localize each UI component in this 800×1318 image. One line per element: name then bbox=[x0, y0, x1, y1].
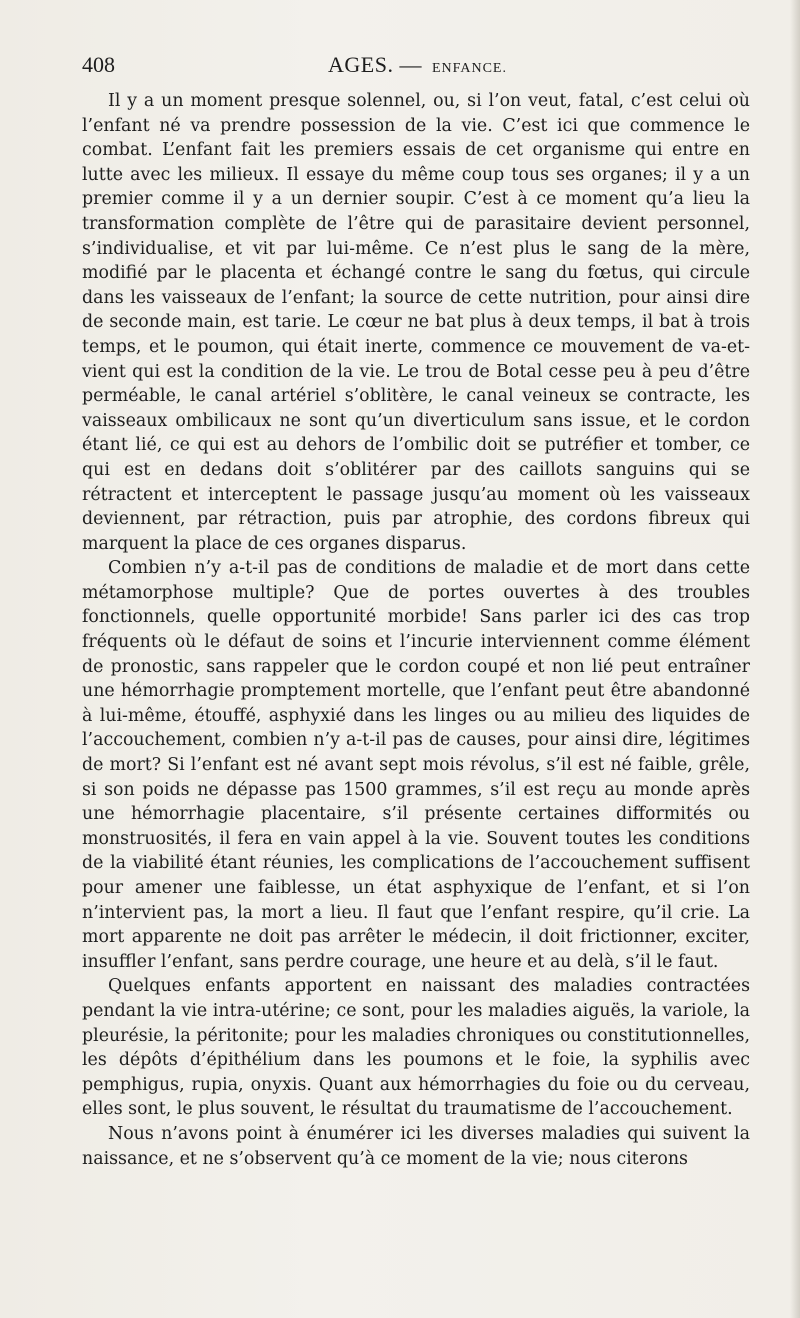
page-number: 408 bbox=[82, 52, 115, 77]
running-head-separator: — bbox=[399, 52, 422, 77]
paragraph-1: Il y a un moment presque solennel, ou, si l’on veut, fatal, c’est celui où l’enfant né va prendre possession de la vie. C’est ici que commence le combat. L’enfant fait les premiers essais de cet organisme qui entre en lutte avec les milieux. Il essaye du même coup tous ses organes; il y a un premier comme il y a un dernier soupir. C’est à ce moment qu’a lieu la transformation complète de l’être qui de parasitaire devient personnel, s’individualise, et vit par lui-même. Ce n’est plus le sang de la mère, modifié par le placenta et échangé contre le sang du fœtus, qui circule dans les vaisseaux de l’enfant; la source de cette nutrition, pour ainsi dire de seconde main, est tarie. Le cœur ne bat plus à deux temps, il bat à trois temps, et le poumon, qui était inerte, commence ce mouvement de va-et-vient qui est la condition de la vie. Le trou de Botal cesse peu à peu d’être perméable, le canal artériel s’oblitère, le canal veineux se contracte, les vaisseaux ombilicaux ne sont qu’un diverticulum sans issue, et le cordon étant lié, ce qui est au dehors de l’ombilic doit se putréfier et tomber, ce qui est en dedans doit s’oblitérer par des caillots sanguins qui se rétractent et interceptent le passage jusqu’au moment où les vaisseaux deviennent, par rétraction, puis par atrophie, des cordons fibreux qui marquent la place de ces organes disparus. bbox=[82, 91, 750, 554]
paragraph-2: Combien n’y a-t-il pas de conditions de maladie et de mort dans cette métamorphose multiple? Que de portes ouvertes à des troubles fonctionnels, quelle opportunité morbide! Sans parler ici des cas trop fréquents où le défaut de soins et l’incurie interviennent comme élément de pronostic, sans rappeler que le cordon coupé et non lié peut entraîner une hémorrhagie promptement mortelle, que l’enfant peut être abandonné à lui-même, étouffé, asphyxié dans les linges ou au milieu des liquides de l’accouchement, combien n’y a-t-il pas de causes, pour ainsi dire, légitimes de mort? Si l’enfant est né avant sept mois révolus, s’il est né faible, grêle, si son poids ne dépasse pas 1500 grammes, s’il est reçu au monde après une hémorrhagie placentaire, s’il présente certaines difformités ou monstruosités, il fera en vain appel à la vie. Souvent toutes les conditions de la viabilité étant réunies, les complications de l’accouchement suffisent pour amener une faiblesse, un état asphyxique de l’enfant, et si l’on n’intervient pas, la mort a lieu. Il faut que l’enfant respire, qu’il crie. La mort apparente ne doit pas arrêter le médecin, il doit frictionner, exciter, insuffler l’enfant, sans perdre courage, une heure et au delà, s’il le faut. bbox=[82, 558, 750, 972]
running-head-main: AGES. bbox=[328, 52, 394, 77]
running-head-sub: ENFANCE. bbox=[431, 61, 507, 76]
page-header bbox=[82, 52, 750, 84]
running-head bbox=[328, 52, 507, 78]
paragraph-3: Quelques enfants apportent en naissant des maladies contractées pendant la vie intra-utérine; ce sont, pour les maladies aiguës, la variole, la pleurésie, la péritonite; pour les maladies chroniques ou constitutionnelles, les dépôts d’épithélium dans les poumons et le foie, la syphilis avec pemphigus, rupia, onyxis. Quant aux hémorrhagies du foie ou du cerveau, elles sont, le plus souvent, le résultat du traumatisme de l’accouchement. bbox=[82, 976, 750, 1120]
paragraph-4: Nous n’avons point à énumérer ici les diverses maladies qui suivent la naissance, et ne s’observent qu’à ce moment de la vie; nous citerons bbox=[82, 1123, 750, 1169]
body-text bbox=[82, 89, 750, 1171]
page-edge-shadow bbox=[790, 0, 800, 1318]
